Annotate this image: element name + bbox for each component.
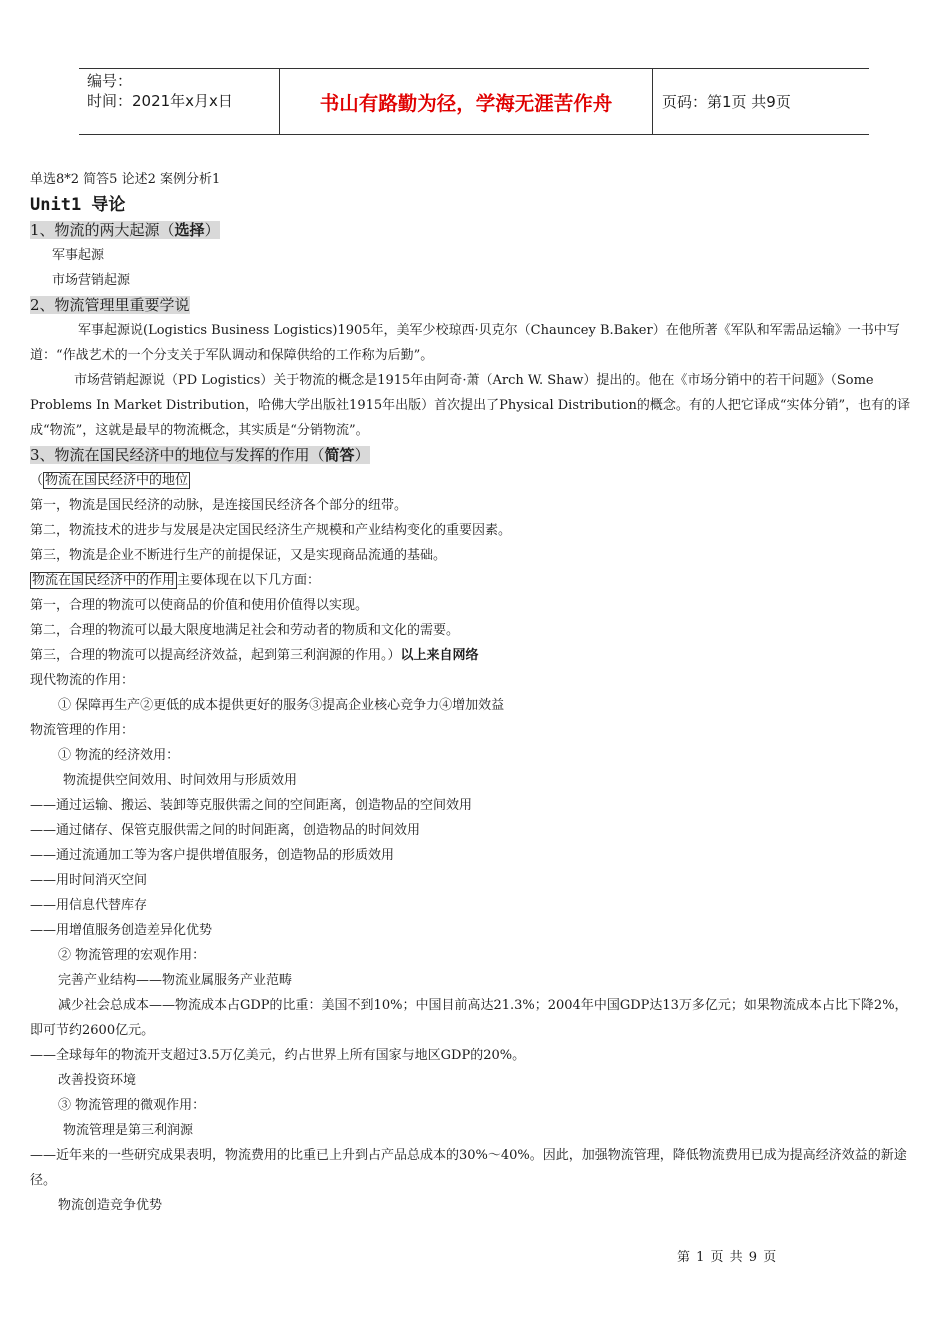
micro-research-paragraph: ——近年来的一些研究成果表明，物流费用的比重已上升到占产品总成本的30%～40%。因此，加强物流管理，降低物流费用已成为提高经济效益的新途径。 — [30, 1148, 907, 1188]
page-header — [79, 68, 869, 135]
boxed-term: 物流在国民经济中的地位 — [45, 473, 189, 488]
management-title: 物流管理的作用： — [30, 723, 135, 738]
exam-format: 单选8*2 简答5 论述2 案例分析1 — [30, 172, 221, 187]
position-item: 第一，物流是国民经济的动脉，是连接国民经济各个部分的纽带。 — [30, 498, 408, 513]
role-item: 第二，合理的物流可以最大限度地满足社会和劳动者的物质和文化的需要。 — [30, 623, 460, 638]
micro-item: 物流管理是第三利润源 — [63, 1123, 194, 1138]
page-footer: 第 1 页 共 9 页 — [677, 1250, 778, 1265]
header-page-number: 页码：第1页 共9页 — [662, 93, 791, 111]
dash-item: ——通过储存、保管克服供需之间的时间距离，创造物品的时间效用 — [30, 823, 421, 838]
unit-title: Unit1 导论 — [30, 195, 126, 215]
economic-utility-sub: 物流提供空间效用、时间效用与形质效用 — [63, 773, 298, 788]
dash-item: ——用增值服务创造差异化优势 — [30, 923, 213, 938]
military-origin-paragraph: 军事起源说(Logistics Business Logistics)1905年，美军少校琼西·贝克尔（Chauncey B.Baker）在他所著《军队和军需品运输》一书中写道：“作战艺术的一个分支关于军队调动和保障供给的工作称为后勤”。 — [30, 323, 900, 363]
micro-title: ③ 物流管理的微观作用： — [58, 1098, 206, 1113]
role-item: 第一，合理的物流可以使商品的价值和使用价值得以实现。 — [30, 598, 369, 613]
dash-item: ——通过运输、搬运、装卸等克服供需之间的空间距离，创造物品的空间效用 — [30, 798, 473, 813]
macro-item: 改善投资环境 — [58, 1073, 137, 1088]
role-subheading: 物流在国民经济中的作用 主要体现在以下几方面： — [32, 573, 321, 588]
position-item: 第二，物流技术的进步与发展是决定国民经济生产规模和产业结构变化的重要因素。 — [30, 523, 512, 538]
doc-number-label: 编号： — [87, 72, 133, 90]
dash-item: ——用信息代替库存 — [30, 898, 148, 913]
marketing-origin-paragraph: 市场营销起源说（PD Logistics）关于物流的概念是1915年由阿奇·萧（Arch W. Shaw）提出的。他在《市场分销中的若干问题》（Some Problems In Market Distribution，哈佛大学出版社1915年出版）首次提出了Physical Distribution的概念。有的人把它译成“实体分销”，也有的译成“物流”，这就是最早的物流概念，其实质是“分销物流”。 — [30, 373, 911, 438]
position-item: 第三，物流是企业不断进行生产的前提保证，又是实现商品流通的基础。 — [30, 548, 447, 563]
header-left-cell — [79, 69, 280, 134]
macro-item: 完善产业结构——物流业属服务产业范畴 — [58, 973, 293, 988]
document-body — [30, 167, 920, 1218]
section-3-heading: 3、物流在国民经济中的地位与发挥的作用（简答） — [30, 446, 370, 464]
doc-date-label: 时间：2021年x月x日 — [87, 92, 233, 110]
origin-item: 市场营销起源 — [52, 273, 131, 288]
modern-logistics-items: ① 保障再生产②更低的成本提供更好的服务③提高企业核心竞争力④增加效益 — [58, 698, 505, 713]
position-subheading: （ 物流在国民经济中的地位 — [30, 473, 189, 488]
macro-cost-paragraph: 减少社会总成本——物流成本占GDP的比重：美国不到10%；中国目前高达21.3%；2004年中国GDP达13万多亿元；如果物流成本占比下降2%，即可节约2600亿元。 — [30, 998, 908, 1038]
dash-item: ——通过流通加工等为客户提供增值服务，创造物品的形质效用 — [30, 848, 395, 863]
header-motto: 书山有路勤为径，学海无涯苦作舟 — [280, 69, 653, 134]
section-1-heading: 1、物流的两大起源（选择） — [30, 221, 220, 239]
micro-item: 物流创造竞争优势 — [58, 1198, 163, 1213]
role-item: 第三，合理的物流可以提高经济效益，起到第三利润源的作用。）以上来自网络 — [30, 648, 479, 663]
macro-title: ② 物流管理的宏观作用： — [58, 948, 206, 963]
dash-item: ——用时间消灭空间 — [30, 873, 148, 888]
origin-item: 军事起源 — [52, 248, 105, 263]
boxed-term: 物流在国民经济中的作用 — [32, 573, 176, 588]
section-2-heading: 2、物流管理里重要学说 — [30, 296, 190, 314]
economic-utility-title: ① 物流的经济效用： — [58, 748, 180, 763]
modern-logistics-title: 现代物流的作用： — [30, 673, 135, 688]
macro-item: ——全球每年的物流开支超过3.5万亿美元，约占世界上所有国家与地区GDP的20%。 — [30, 1048, 526, 1063]
